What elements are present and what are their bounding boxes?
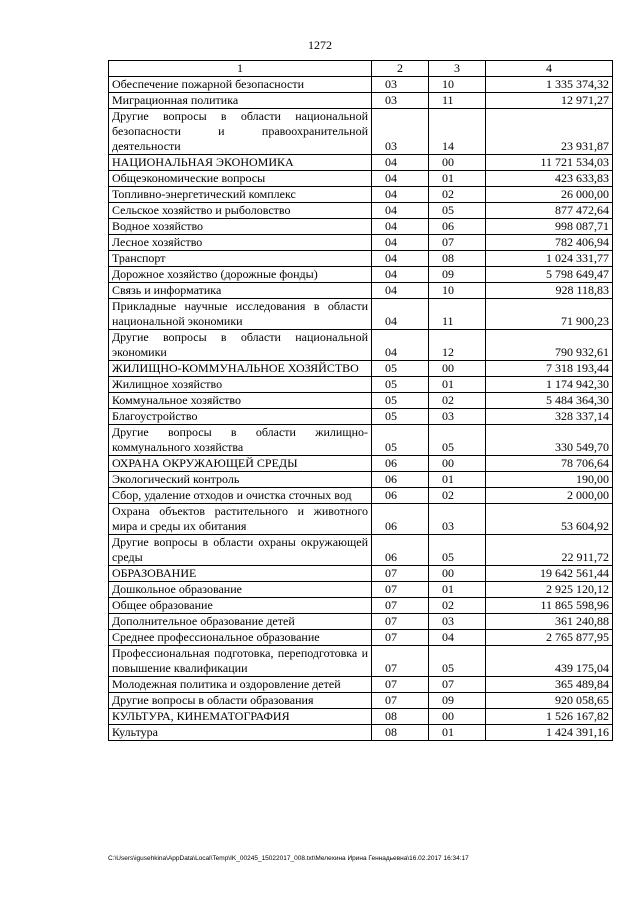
row-section: 06 [372,456,429,472]
row-name: Связь и информатика [109,283,372,299]
column-header: 3 [429,61,486,77]
table-row [109,535,613,566]
table-row [109,251,613,267]
row-name: Дорожное хозяйство (дорожные фонды) [109,267,372,283]
row-section: 07 [372,582,429,598]
row-amount: 1 424 391,16 [486,725,613,741]
row-section: 04 [372,235,429,251]
row-section: 04 [372,203,429,219]
row-subsection: 00 [429,361,486,377]
row-name: ОХРАНА ОКРУЖАЮЩЕЙ СРЕДЫ [109,456,372,472]
row-subsection: 03 [429,614,486,630]
row-subsection: 01 [429,171,486,187]
row-subsection: 04 [429,630,486,646]
row-amount: 23 931,87 [486,109,613,155]
row-subsection: 00 [429,709,486,725]
row-amount: 71 900,23 [486,299,613,330]
row-subsection: 02 [429,187,486,203]
row-section: 03 [372,93,429,109]
table-row [109,155,613,171]
table-row [109,203,613,219]
row-amount: 920 058,65 [486,693,613,709]
row-subsection: 14 [429,109,486,155]
row-name: Дошкольное образование [109,582,372,598]
table-row [109,330,613,361]
row-subsection: 05 [429,535,486,566]
table-row [109,109,613,155]
table-row [109,377,613,393]
row-subsection: 09 [429,693,486,709]
row-name: Обеспечение пожарной безопасности [109,77,372,93]
row-amount: 928 118,83 [486,283,613,299]
row-subsection: 06 [429,219,486,235]
table-row [109,235,613,251]
row-name: ОБРАЗОВАНИЕ [109,566,372,582]
row-amount: 12 971,27 [486,93,613,109]
row-name: Охрана объектов растительного и животного мира и среды их обитания [109,504,372,535]
row-amount: 782 406,94 [486,235,613,251]
row-section: 04 [372,155,429,171]
row-amount: 365 489,84 [486,677,613,693]
table-row [109,709,613,725]
row-section: 04 [372,299,429,330]
row-section: 07 [372,630,429,646]
budget-table [108,60,613,741]
row-subsection: 05 [429,646,486,677]
row-name: Общее образование [109,598,372,614]
table-row [109,267,613,283]
row-name: Общеэкономические вопросы [109,171,372,187]
row-section: 03 [372,109,429,155]
row-name: Другие вопросы в области охраны окружающей среды [109,535,372,566]
row-amount: 5 484 364,30 [486,393,613,409]
row-name: Экологический контроль [109,472,372,488]
row-section: 05 [372,425,429,456]
row-amount: 439 175,04 [486,646,613,677]
table-row [109,409,613,425]
row-amount: 998 087,71 [486,219,613,235]
row-amount: 361 240,88 [486,614,613,630]
row-name: Прикладные научные исследования в области национальной экономики [109,299,372,330]
row-name: НАЦИОНАЛЬНАЯ ЭКОНОМИКА [109,155,372,171]
row-section: 07 [372,646,429,677]
row-amount: 11 865 598,96 [486,598,613,614]
table-row [109,614,613,630]
row-section: 07 [372,693,429,709]
row-amount: 330 549,70 [486,425,613,456]
row-section: 08 [372,709,429,725]
row-name: Сбор, удаление отходов и очистка сточных вод [109,488,372,504]
row-section: 05 [372,377,429,393]
row-amount: 5 798 649,47 [486,267,613,283]
row-subsection: 01 [429,582,486,598]
row-subsection: 10 [429,77,486,93]
row-section: 06 [372,535,429,566]
table-row [109,488,613,504]
row-name: КУЛЬТУРА, КИНЕМАТОГРАФИЯ [109,709,372,725]
row-amount: 1 174 942,30 [486,377,613,393]
page-number: 1272 [308,38,332,52]
row-name: Культура [109,725,372,741]
row-amount: 328 337,14 [486,409,613,425]
row-subsection: 01 [429,377,486,393]
row-amount: 11 721 534,03 [486,155,613,171]
row-subsection: 01 [429,472,486,488]
table-row [109,456,613,472]
row-amount: 2 000,00 [486,488,613,504]
row-amount: 7 318 193,44 [486,361,613,377]
table-row [109,646,613,677]
row-amount: 78 706,64 [486,456,613,472]
row-name: Коммунальное хозяйство [109,393,372,409]
row-amount: 877 472,64 [486,203,613,219]
row-name: Благоустройство [109,409,372,425]
row-section: 06 [372,488,429,504]
table-header-row [109,61,613,77]
row-name: Водное хозяйство [109,219,372,235]
row-name: Транспорт [109,251,372,267]
table-row [109,393,613,409]
row-section: 07 [372,566,429,582]
table-row [109,361,613,377]
table-row [109,219,613,235]
row-subsection: 05 [429,203,486,219]
row-amount: 26 000,00 [486,187,613,203]
row-subsection: 03 [429,504,486,535]
table-row [109,93,613,109]
row-section: 08 [372,725,429,741]
row-name: Молодежная политика и оздоровление детей [109,677,372,693]
table-row [109,630,613,646]
row-subsection: 00 [429,566,486,582]
row-amount: 19 642 561,44 [486,566,613,582]
table-row [109,77,613,93]
row-subsection: 03 [429,409,486,425]
row-subsection: 08 [429,251,486,267]
row-amount: 1 024 331,77 [486,251,613,267]
row-subsection: 02 [429,488,486,504]
row-subsection: 12 [429,330,486,361]
table-row [109,283,613,299]
row-amount: 22 911,72 [486,535,613,566]
table-row [109,504,613,535]
row-amount: 2 765 877,95 [486,630,613,646]
row-name: Сельское хозяйство и рыболовство [109,203,372,219]
row-amount: 1 526 167,82 [486,709,613,725]
row-section: 04 [372,283,429,299]
row-amount: 53 604,92 [486,504,613,535]
row-section: 04 [372,187,429,203]
column-header: 1 [109,61,372,77]
file-path-footer: C:\Users\igusehkina\AppData\Local\Temp\IK_00245_15022017_008.txt\Мелехина Ирина Геннадьевна\16.02.2017 16:34:17 [108,855,469,862]
row-subsection: 05 [429,425,486,456]
table-row [109,677,613,693]
row-amount: 2 925 120,12 [486,582,613,598]
row-name: Другие вопросы в области образования [109,693,372,709]
row-amount: 790 932,61 [486,330,613,361]
row-subsection: 00 [429,456,486,472]
row-section: 05 [372,409,429,425]
table-row [109,598,613,614]
row-section: 04 [372,219,429,235]
table-row [109,725,613,741]
row-section: 03 [372,77,429,93]
row-section: 06 [372,504,429,535]
table-row [109,299,613,330]
row-section: 05 [372,361,429,377]
row-subsection: 11 [429,93,486,109]
row-name: Миграционная политика [109,93,372,109]
row-subsection: 07 [429,677,486,693]
table-row [109,472,613,488]
row-section: 07 [372,598,429,614]
table-row [109,171,613,187]
row-name: Профессиональная подготовка, переподготовка и повышение квалификации [109,646,372,677]
table-row [109,425,613,456]
row-amount: 423 633,83 [486,171,613,187]
row-subsection: 07 [429,235,486,251]
row-name: Другие вопросы в области жилищно-коммунального хозяйства [109,425,372,456]
row-subsection: 09 [429,267,486,283]
column-header: 4 [486,61,613,77]
row-name: Топливно-энергетический комплекс [109,187,372,203]
row-section: 07 [372,614,429,630]
row-section: 04 [372,330,429,361]
row-name: Жилищное хозяйство [109,377,372,393]
row-amount: 190,00 [486,472,613,488]
row-subsection: 11 [429,299,486,330]
row-section: 05 [372,393,429,409]
table-row [109,566,613,582]
row-subsection: 02 [429,598,486,614]
row-section: 06 [372,472,429,488]
row-name: Дополнительное образование детей [109,614,372,630]
row-subsection: 01 [429,725,486,741]
table-row [109,693,613,709]
row-name: Другие вопросы в области национальной экономики [109,330,372,361]
table-row [109,582,613,598]
row-name: ЖИЛИЩНО-КОММУНАЛЬНОЕ ХОЗЯЙСТВО [109,361,372,377]
row-subsection: 10 [429,283,486,299]
row-section: 04 [372,171,429,187]
column-header: 2 [372,61,429,77]
row-section: 07 [372,677,429,693]
row-name: Другие вопросы в области национальной безопасности и правоохранительной деятельности [109,109,372,155]
row-subsection: 00 [429,155,486,171]
row-name: Лесное хозяйство [109,235,372,251]
row-section: 04 [372,267,429,283]
row-amount: 1 335 374,32 [486,77,613,93]
row-section: 04 [372,251,429,267]
row-subsection: 02 [429,393,486,409]
table-row [109,187,613,203]
row-name: Среднее профессиональное образование [109,630,372,646]
